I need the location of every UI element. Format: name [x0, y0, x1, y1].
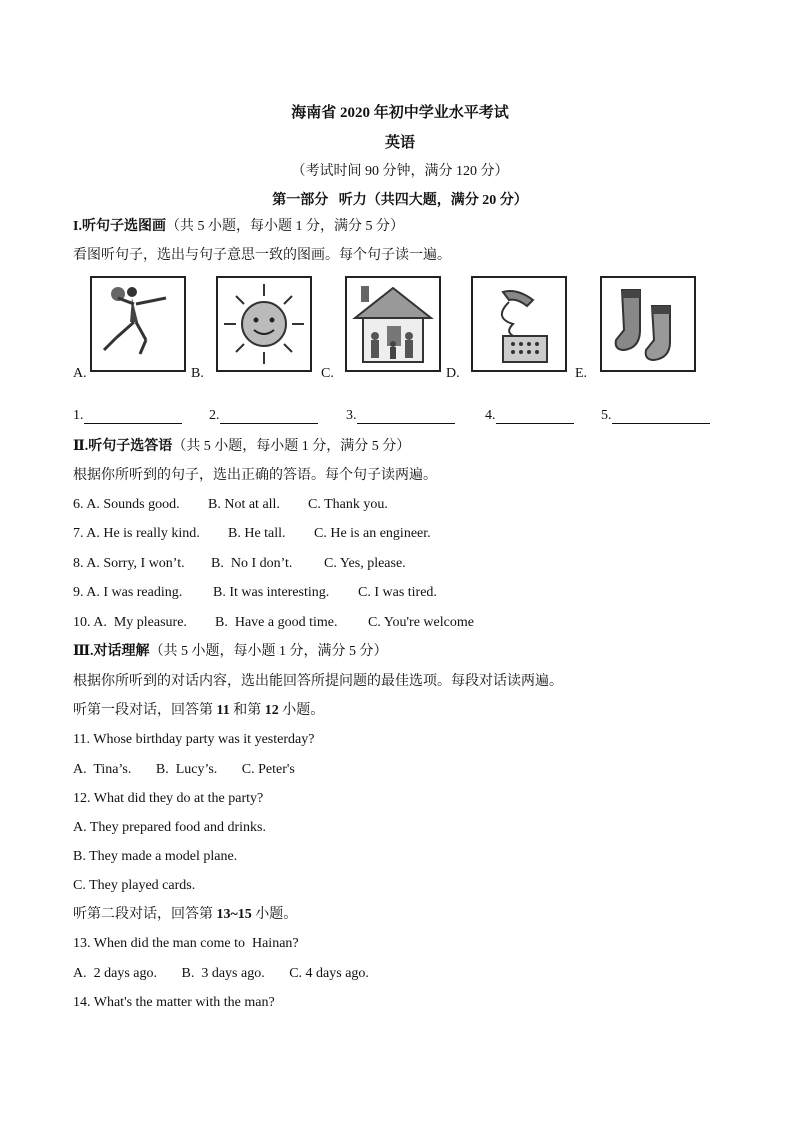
q6-option-a: 6. A. Sounds good. — [73, 497, 180, 512]
question-11: 11. Whose birthday party was it yesterday? — [73, 732, 315, 747]
q7-option-a: 7. A. He is really kind. — [73, 526, 200, 541]
q10-option-c: C. You're welcome — [368, 615, 474, 630]
dialog1-num-12: 12 — [264, 703, 279, 718]
answer-blanks — [73, 408, 733, 430]
q9-option-a: 9. A. I was reading. — [73, 585, 183, 600]
q9-option-b: B. It was interesting. — [213, 585, 330, 600]
picture-c-label: C. — [321, 366, 334, 381]
basketball-player-icon — [90, 276, 186, 372]
section1-heading — [73, 218, 404, 236]
question-14: 14. What's the matter with the man? — [73, 995, 275, 1010]
picture-d-label: D. — [446, 366, 460, 381]
question-13-options: A. 2 days ago. B. 3 days ago. C. 4 days ago. — [73, 966, 369, 981]
section1-instruction: 看图听句子，选出与句子意思一致的图画。每个句子读一遍。 — [73, 248, 451, 263]
section1-heading-rest: （共 5 小题，每小题 1 分，满分 5 分） — [165, 219, 404, 234]
section2-heading — [73, 438, 410, 456]
q10-option-b: B. Have a good time. — [215, 615, 338, 630]
part-title: 第一部分 听力（共四大题，满分 20 分） — [272, 193, 528, 208]
section1-heading-bold: I.听句子选图画 — [73, 219, 166, 234]
blank-1-label: 1. — [73, 408, 84, 423]
section3-heading-rest: （共 5 小题，每小题 1 分，满分 5 分） — [149, 644, 388, 659]
time-note: （考试时间 90 分钟，满分 120 分） — [291, 164, 509, 179]
family-house-icon — [345, 276, 441, 372]
q7-option-c: C. He is an engineer. — [314, 526, 431, 541]
dialog1-text-1: 听第一段对话，回答第 — [73, 703, 217, 718]
question-12-option-a: A. They prepared food and drinks. — [73, 820, 266, 835]
dialog1-instruction — [73, 702, 324, 720]
section3-heading — [73, 643, 388, 661]
dialog2-text-2: 小题。 — [251, 907, 298, 922]
blank-5-label: 5. — [601, 408, 612, 423]
q10-option-a: 10. A. My pleasure. — [73, 615, 187, 630]
exam-title: 海南省 2020 年初中学业水平考试 — [291, 105, 509, 121]
section2-heading-bold: Ⅱ.听句子选答语 — [73, 439, 173, 454]
q6-option-b: B. Not at all. — [208, 497, 280, 512]
dialog1-num-11: 11 — [216, 703, 230, 718]
section3-instruction: 根据你所听到的对话内容，选出能回答所提问题的最佳选项。每段对话读两遍。 — [73, 674, 563, 689]
dialog2-range: 13~15 — [216, 907, 252, 922]
sun-icon — [216, 276, 312, 372]
question-9 — [73, 584, 437, 602]
answer-blank-3[interactable] — [346, 408, 455, 424]
dialog1-text-3: 小题。 — [278, 703, 325, 718]
blank-2-label: 2. — [209, 408, 220, 423]
question-7 — [73, 525, 431, 543]
dialog1-text-2: 和第 — [229, 703, 265, 718]
question-12: 12. What did they do at the party? — [73, 791, 264, 806]
question-10 — [73, 614, 474, 632]
picture-b-label: B. — [191, 366, 204, 381]
q8-option-c: C. Yes, please. — [324, 556, 406, 571]
question-11-options: A. Tina’s. B. Lucy’s. C. Peter's — [73, 762, 295, 777]
answer-blank-2[interactable] — [209, 408, 318, 424]
subject-title: 英语 — [384, 135, 415, 151]
q8-option-a: 8. A. Sorry, I won’t. — [73, 556, 185, 571]
section2-heading-rest: （共 5 小题，每小题 1 分，满分 5 分） — [172, 439, 411, 454]
blank-4-label: 4. — [485, 408, 496, 423]
q9-option-c: C. I was tired. — [358, 585, 437, 600]
blank-3-label: 3. — [346, 408, 357, 423]
socks-icon — [600, 276, 696, 372]
q8-option-b: B. No I don’t. — [211, 556, 293, 571]
dialog2-instruction — [73, 906, 297, 924]
answer-blank-5[interactable] — [601, 408, 710, 424]
section2-instruction: 根据你所听到的句子，选出正确的答语。每个句子读两遍。 — [73, 468, 437, 483]
section3-heading-bold: Ⅲ.对话理解 — [73, 644, 150, 659]
picture-row — [73, 274, 733, 384]
picture-a-label: A. — [73, 366, 87, 381]
q6-option-c: C. Thank you. — [308, 497, 388, 512]
question-12-option-b: B. They made a model plane. — [73, 849, 238, 864]
question-6 — [73, 496, 388, 514]
answer-blank-4[interactable] — [485, 408, 574, 424]
question-8 — [73, 555, 406, 573]
dialog2-text-1: 听第二段对话，回答第 — [73, 907, 217, 922]
picture-e-label: E. — [575, 366, 588, 381]
q7-option-b: B. He tall. — [228, 526, 286, 541]
question-12-option-c: C. They played cards. — [73, 878, 196, 893]
telephone-icon — [471, 276, 567, 372]
answer-blank-1[interactable] — [73, 408, 182, 424]
question-13: 13. When did the man come to Hainan? — [73, 936, 299, 951]
